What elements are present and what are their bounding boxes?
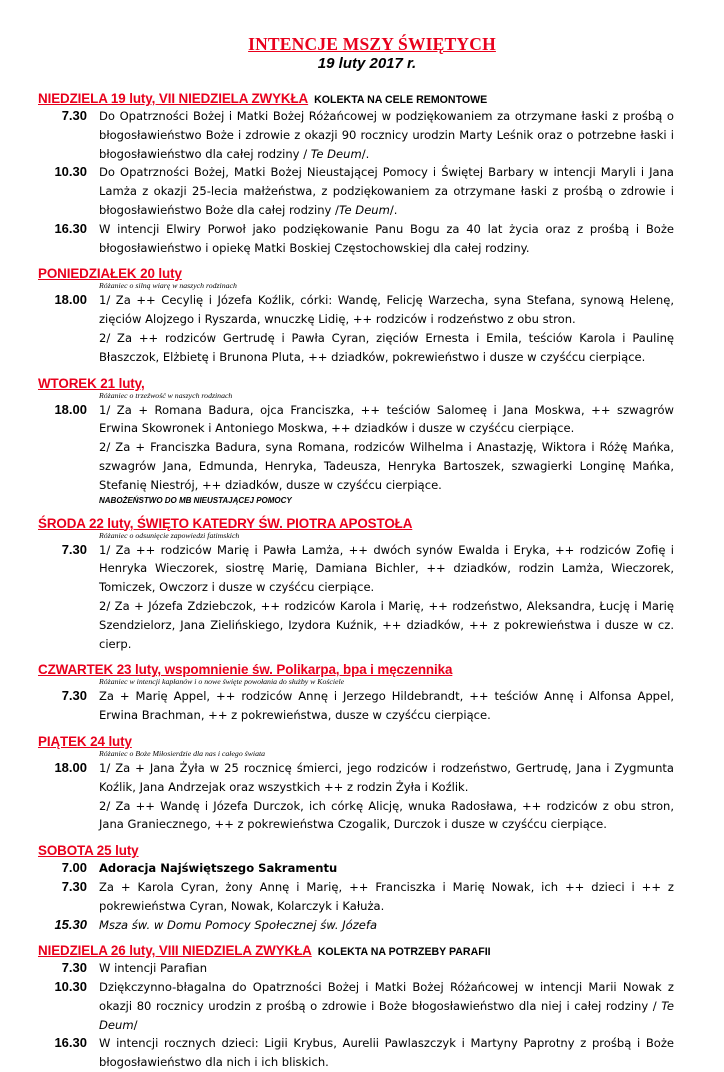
intention-body: 1/ Za ++ rodziców Marię i Pawła Lamża, ++ dwóch synów Ewalda i Eryka, ++ rodziców Zofię i Henryka Wieczorek, siostrę Marię, Damiana Bichler, ++ dziadków, rodzin Lamża, Wieczorek, Tomiczek, Owczorz i dusze w czyśćcu cierpiące. [99,542,674,595]
te-deum-label: Te Deum [338,202,390,217]
intention-end: /. [361,146,370,161]
mass-time: 18.00 [54,759,87,775]
intention-paragraph [99,401,674,439]
intention-body: Za + Karola Cyran, żony Annę i Marię, ++ Franciszka i Marię Nowak, ich ++ dzieci i ++ z pokrewieństwa Cyran, Nowak, Kolarczyk i Kałuża. [99,879,674,913]
day-section [0,942,724,1072]
day-title: WTOREK 21 luty, [38,375,145,391]
day-section [0,842,724,934]
intention-text [99,541,674,654]
page-date: 19 luty 2017 r. [317,55,417,72]
rosary-note: Różaniec o trzeźwość w naszych rodzinach [99,390,233,400]
day-collection: KOLEKTA NA CELE REMONTOWE [314,94,488,106]
intention-end: / [133,1017,138,1032]
intention-end: /. [389,202,398,217]
day-header [0,265,724,282]
day-title: PIĄTEK 24 luty [38,733,132,749]
mass-time: 18.00 [54,292,87,308]
day-header [0,661,724,678]
spacer [0,653,724,661]
intention-paragraph [99,797,674,835]
intention-text [99,1034,674,1072]
mass-entry [0,759,674,834]
intention-body: Do Opatrzności Bożej, Matki Bożej Nieustającej Pomocy i Świętej Barbary w intencji Maryli i Jana Lamża z okazji 25-lecia małżeństwa, z podziękowaniem za otrzymane łaski z prośbą o zdrowie i błogosławieństwo Boże dla całej rodziny / [99,165,674,217]
mass-time: 7.30 [61,688,87,704]
mass-time: 7.30 [61,541,87,557]
day-section [0,90,724,257]
mass-entry [0,220,674,258]
day-header [0,842,724,859]
mass-entry [0,859,674,878]
day-header [0,942,724,959]
mass-entry [0,1034,674,1072]
intention-body: W intencji rocznych dzieci: Ligii Krybus, Aurelii Pawlaszczyk i Martyny Paprotny z prośbą i Boże błogosławieństwo dla nich i ich bliskich. [99,1036,674,1070]
day-title: NIEDZIELA 26 luty, VIII NIEDZIELA ZWYKŁA [38,943,312,959]
intention-paragraph [99,759,674,797]
mass-entry [0,401,674,495]
intention-paragraph [99,291,674,329]
mass-time: 10.30 [54,979,87,995]
intention-text [99,220,674,258]
mass-time: 7.30 [61,878,87,894]
intention-body: 2/ Za + Józefa Zdziebczok, ++ rodziców Karola i Marię, ++ rodzeństwo, Aleksandra, Łucję i Marię Szendzielorz, Jana Zielińskiego, Izydora Kuźnik, ++ dziadków, ++ z pokrewieństwa i dusze w cz. cierp. [99,598,674,651]
intention-text [99,916,674,935]
day-header [0,90,724,107]
page-title: INTENCJE MSZY ŚWIĘTYCH [248,34,496,54]
intention-body: 1/ Za ++ Cecylię i Józefa Koźlik, córki: Wandę, Felicję Warzecha, syna Stefana, synową Helenę, zięciów Alojzego i Ryszarda, wnuczkę Lidię, ++ rodziców i rodzeństwo z obu stron. [99,293,674,327]
intention-body: 2/ Za ++ rodziców Gertrudę i Pawła Cyran, zięciów Ernesta i Emila, teściów Karola i Paulinę Błaszczok, Elżbietę i Brunona Pluta, ++ dziadków, pokrewieństwo i dusze w czyśćcu cierpiące. [99,330,674,364]
intention-body: Adoracja Najświętszego Sakramentu [99,861,338,876]
intention-body: Za + Marię Appel, ++ rodziców Annę i Jerzego Hildebrandt, ++ teściów Annę i Alfonsa Appel, Erwina Brachman, ++ z pokrewieństwa, dusze w czyśćcu cierpiące. [99,689,674,723]
intention-paragraph [99,978,674,1034]
mass-entry [0,163,674,219]
intention-text [99,878,674,916]
mass-time: 16.30 [54,220,87,236]
intention-paragraph [99,541,674,597]
day-title: SOBOTA 25 luty [38,843,139,859]
intention-paragraph [99,163,674,219]
mass-time: 7.00 [61,860,87,876]
spacer [0,725,724,733]
intention-paragraph [99,438,674,494]
rosary-note: Różaniec o odsunięcie zapowiedzi fatimskich [99,530,240,540]
spacer [0,257,724,265]
rosary-note: Różaniec o Boże Miłosierdzie dla nas i całego świata [99,748,266,758]
intention-body: W intencji Elwiry Porwoł jako podziękowanie Panu Bogu za 40 lat życia oraz z prośbą i Boże błogosławieństwo i opiekę Matki Boskiej Częstochowskiej dla całej rodziny. [99,221,674,255]
intention-paragraph [99,959,674,978]
intention-paragraph [99,597,674,653]
intention-paragraph [99,220,674,258]
intention-body: 2/ Za + Franciszka Badura, syna Romana, rodziców Wilhelma i Anastazję, Wiktora i Różę Mańka, szwagrów Jana, Edmunda, Henryka, Tadeusza, Henryka Bartoszek, szwagierki Longinę Mańka, Stefanię Niestrój, ++ dziadków, dusze w czyśćcu cierpiące. [99,440,674,492]
intention-paragraph [99,1034,674,1072]
intention-body: W intencji Parafian [99,961,208,976]
te-deum-label: Te Deum [310,146,362,161]
day-section [0,661,724,725]
intention-text [99,687,674,725]
intention-paragraph [99,687,674,725]
day-section [0,733,724,834]
intention-text [99,107,674,163]
intention-body: Msza św. w Domu Pomocy Społecznej św. Józefa [99,917,378,932]
mass-entry [0,916,674,935]
mass-time: 10.30 [54,164,87,180]
mass-time: 7.30 [61,108,87,123]
intention-body: Do Opatrzności Bożej i Matki Bożej Różańcowej w podziękowaniem za otrzymane łaski z prośbą o błogosławieństwo Boże i zdrowie z okazji 90 rocznicy urodzin Marty Leśnik oraz o potrzebne łaski i błogosławieństwo dla całej rodziny / [99,109,674,161]
day-header [0,733,724,750]
rosary-note: Różaniec o silną wiarę w naszych rodzinach [99,281,237,291]
mass-time: 16.30 [54,1035,87,1051]
intention-body: 2/ Za ++ Wandę i Józefa Durczok, ich córkę Alicję, wnuka Radosława, ++ rodziców z obu stron, Jana Graniecznego, ++ z pokrewieństwa Czogalik, Durczok i dusze w czyśćcu cierpiące. [99,798,674,832]
intention-paragraph [99,916,674,935]
intention-body: Dziękczynno-błagalna do Opatrzności Bożej i Matki Bożej Różańcowej w intencji Marii Nowak z okazji 80 rocznicy urodzin z prośbą o zdrowie i Boże błogosławieństwo dla niej i całej rodziny / [99,980,674,1013]
mass-entry [0,978,674,1034]
intentions-list [0,90,724,1072]
mass-entry [0,959,674,978]
devotion-note: NABOŻEŃSTWO DO MB NIEUSTAJĄCEJ POMOCY [99,495,292,505]
spacer [0,934,724,942]
intention-paragraph [99,878,674,916]
mass-entry [0,291,674,366]
day-title: ŚRODA 22 luty, ŚWIĘTO KATEDRY ŚW. PIOTRA APOSTOŁA [38,515,413,531]
mass-entry [0,107,674,163]
intention-text [99,401,674,495]
day-header [0,515,724,532]
spacer [0,834,724,842]
intention-paragraph [99,859,674,878]
te-deum-label: Te Deum [99,998,674,1032]
spacer [0,507,724,515]
spacer [0,367,724,375]
day-title: NIEDZIELA 19 luty, VII NIEDZIELA ZWYKŁA [38,91,309,106]
intention-text [99,759,674,834]
day-title: CZWARTEK 23 luty, wspomnienie św. Polikarpa, bpa i męczennika [38,662,453,678]
mass-time: 7.30 [61,960,87,976]
intention-text [99,163,674,219]
day-section [0,375,724,507]
intention-paragraph [99,107,674,163]
mass-entry [0,878,674,916]
intention-text [99,859,674,878]
intention-text [99,291,674,366]
day-collection: KOLEKTA NA POTRZEBY PARAFII [317,946,491,959]
mass-time: 18.00 [54,401,87,417]
day-header [0,375,724,392]
intention-body: 1/ Za + Romana Badura, ojca Franciszka, ++ teściów Salomeę i Jana Moskwa, ++ szwagrów Erwina Skowronek i Antoniego Moskwa, ++ dziadków i dusze w czyśćcu cierpiące. [99,402,674,436]
intention-body: 1/ Za + Jana Żyła w 25 rocznicę śmierci, jego rodziców i rodzeństwo, Gertrudę, Jana i Zygmunta Koźlik, Jana Andrzejak oraz wszystkich ++ z rodzin Żyła i Koźlik. [99,760,674,794]
intention-text [99,978,674,1034]
day-section [0,515,724,654]
mass-entry [0,541,674,654]
intention-text [99,959,674,978]
day-title: PONIEDZIAŁEK 20 luty [38,266,182,282]
rosary-note: Różaniec w intencji kapłanów i o nowe święte powołania do służby w Kościele [99,677,345,687]
day-section [0,265,724,366]
mass-entry [0,687,674,725]
mass-time: 15.30 [54,916,87,932]
intention-paragraph [99,329,674,367]
